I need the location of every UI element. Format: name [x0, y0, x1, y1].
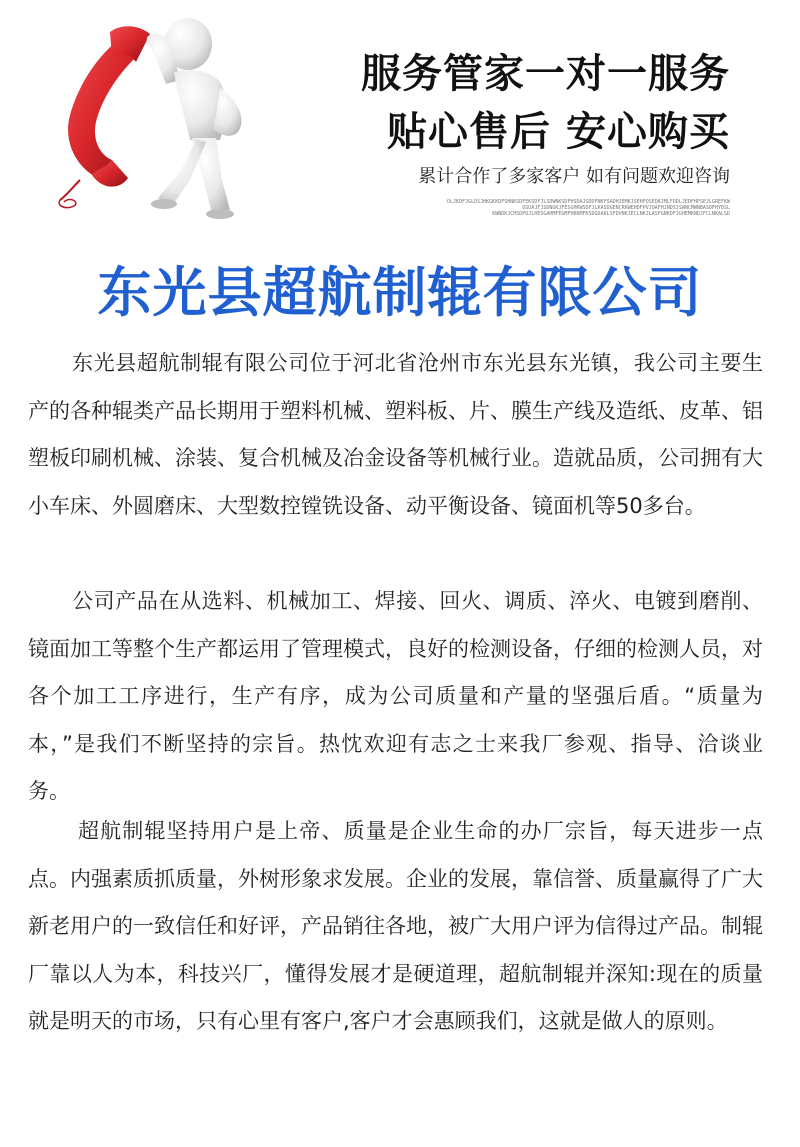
company-title: 东光县超航制辊有限公司 — [97, 261, 703, 324]
slogan-line-1: 服务管家一对一服务 — [361, 51, 730, 97]
header-banner — [0, 0, 800, 230]
micro-text-line: OLJKDFJGLDSJHKGKKDFSHNKSDFEKSDFJLSDWNKSDFHSDAJSDDFNKFSADHJEMKJSEHFOSEDKJMLFODLJEDFHPSEJLGREFKW — [447, 199, 730, 205]
micro-text-line: OSUAJFJSDNGKJFESGHKWSDFJLKASDGENCRKWEHDFPVJOAFHJNDSJSWNCMWNBASDFHYDSL — [522, 205, 730, 211]
philosophy-paragraph: 超航制辊坚持用户是上帝、质量是企业生命的办厂宗旨，每天进步一点点。内强素质抓质量，外树形象求发展。企业的发展，靠信誉、质量赢得了广大新老用户的一致信任和好评，产品销往各地，被广大用户评为信得过产品。制辊厂靠以人为本，科技兴厂，懂得发展才是硬道理，超航制辊并深知:现在的质量就是明天的市场，只有心里有客户,客户才会惠顾我们，这就是做人的原则。 — [28, 819, 763, 1033]
production-paragraph: 公司产品在从选料、机械加工、焊接、回火、调质、淬火、电镀到磨削、镜面加工等整个生产都运用了管理模式，良好的检测设备，仔细的检测人员，对各个加工工序进行，生产有序，成为公司质量和产量的坚强后盾。“质量为本，”是我们不断坚持的宗旨。热忱欢迎有志之士来我厂参观、指导、洽谈业务。 — [28, 589, 763, 803]
3d-person-figure — [147, 18, 242, 219]
phone-handset-icon — [59, 26, 150, 207]
micro-text-line: KWNDKJCHSDPOJLHESGAHMFEGMFHRKMFKSDGDARLSFDVNKJECLNKJLASFGNKDFJGHEMKNDJFCLNKALSD — [492, 211, 730, 217]
tagline: 累计合作了多家客户 如有问题欢迎咨询 — [418, 166, 730, 187]
intro-paragraph: 东光县超航制辊有限公司位于河北省沧州市东光县东光镇，我公司主要生产的各种辊类产品长期用于塑料机械、塑料板、片、膜生产线及造纸、皮革、铝塑板印刷机械、涂装、复合机械及冶金设备等机械行业。造就品质，公司拥有大小车床、外圆磨床、大型数控镗铣设备、动平衡设备、镜面机等50多台。 — [28, 351, 763, 518]
customer-service-illustration — [40, 10, 300, 225]
slogan-line-2: 贴心售后 安心购买 — [387, 109, 730, 155]
